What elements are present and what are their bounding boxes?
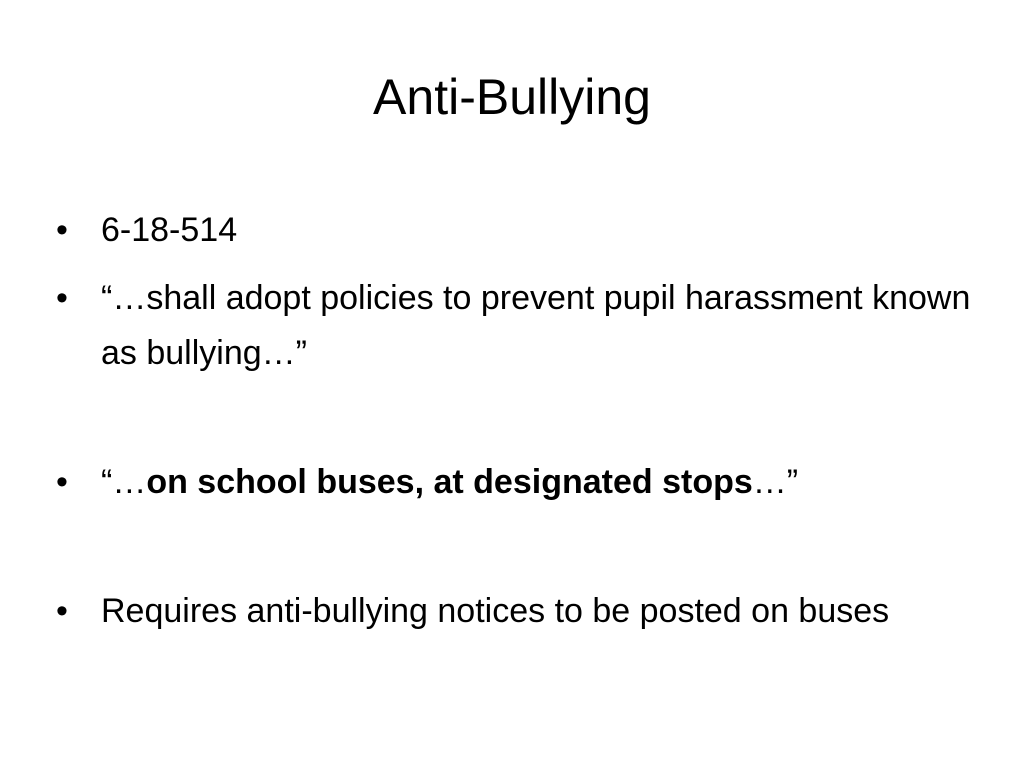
bullet-item (56, 203, 976, 258)
bullet-text: Requires anti-bullying notices to be posted on buses (101, 592, 890, 630)
quote-close: …” (752, 463, 799, 501)
bullet-icon: • (56, 211, 68, 249)
bullet-text: “…shall adopt policies to prevent pupil harassment known as bullying…” (101, 279, 971, 372)
bold-phrase: on school buses, at designated stops (146, 463, 753, 501)
quote-open: “… (101, 463, 147, 501)
bullet-icon: • (56, 463, 68, 501)
bullet-icon: • (56, 279, 68, 317)
slide-title: Anti-Bullying (373, 69, 651, 125)
bullet-item (56, 271, 976, 381)
bullet-item (56, 584, 976, 639)
bullet-item (56, 455, 976, 510)
bullet-text: 6-18-514 (101, 211, 238, 249)
bullet-text (101, 455, 976, 510)
bullet-icon: • (56, 592, 68, 630)
